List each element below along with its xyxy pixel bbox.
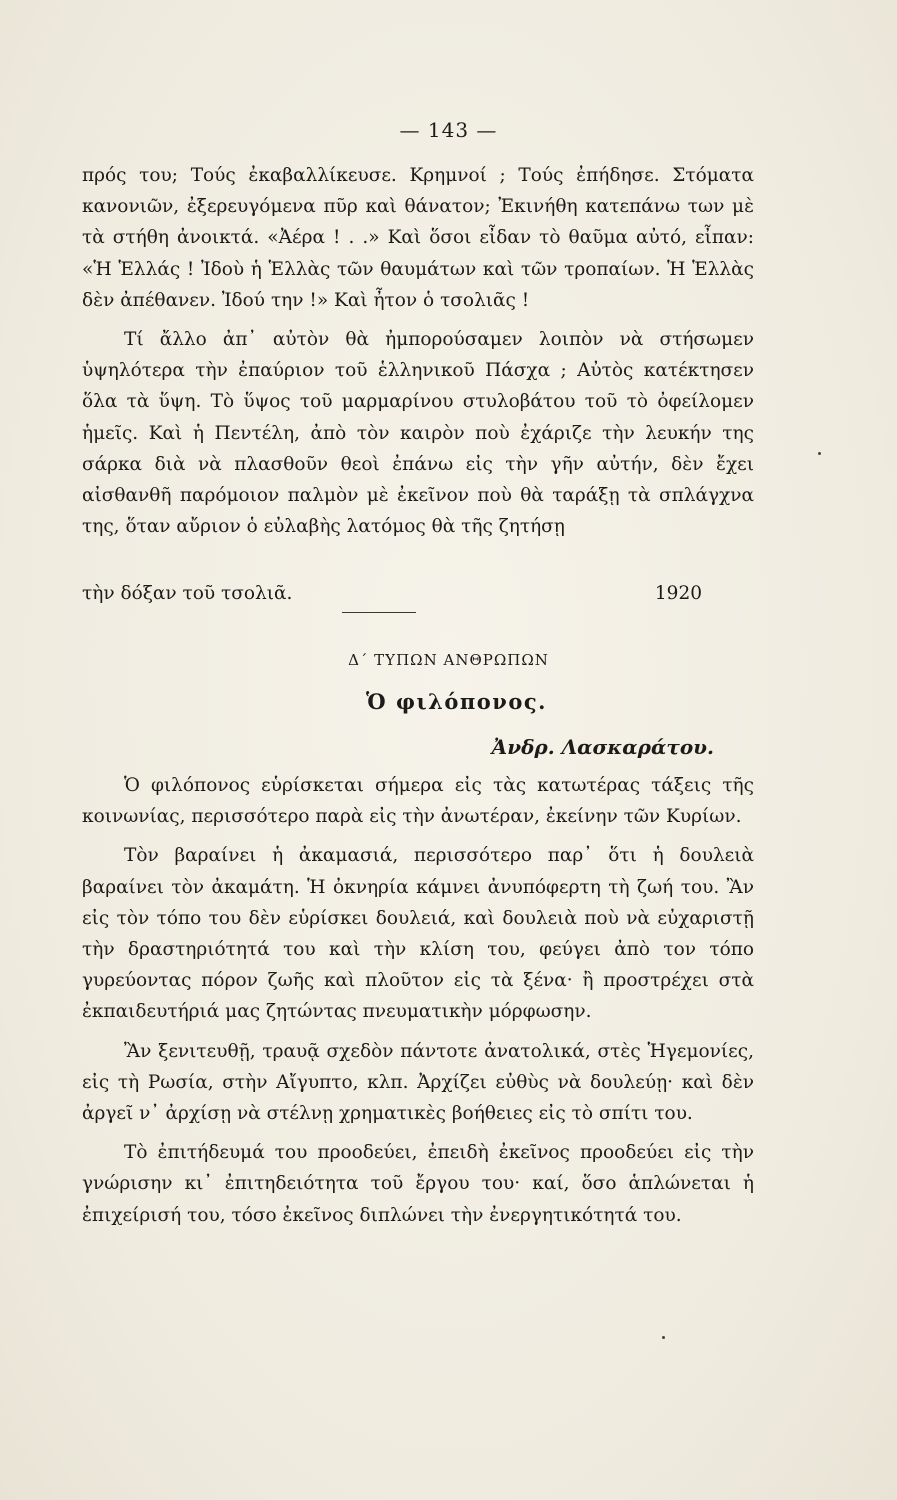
- section-1-text: [82, 160, 754, 542]
- closing-line-text: τὴν δόξαν τοῦ τσολιᾶ.: [82, 583, 293, 604]
- section-divider: [342, 612, 416, 613]
- page-number: — 143 —: [399, 118, 498, 142]
- essay-title: Ὁ φιλόπονος.: [366, 689, 547, 714]
- essay-paragraph-4: Τὸ ἐπιτήδευμά του προοδεύει, ἐπειδὴ ἐκεῖνος προοδεύει εἰς τὴν γνώρισην κι᾽ ἐπιτηδειότητα τοῦ ἔργου του· καί, ὅσο ἁπλώνεται ἡ ἐπιχείρισή του, τόσο ἐκεῖνος διπλώνει τὴν ἐνεργητικότητά του.: [82, 1142, 754, 1226]
- essay-author: Ἀνδρ. Λασκαράτου.: [491, 735, 714, 759]
- essay-body: [82, 770, 754, 1231]
- paper-speck: [818, 452, 821, 455]
- paragraph-2: Τί ἄλλο ἀπ᾽ αὐτὸν θὰ ἠμπορούσαμεν λοιπὸν νὰ στήσωμεν ὑψηλότερα τὴν ἐπαύριον τοῦ ἑλληνικοῦ Πάσχα ; Αὐτὸς κατέκτησεν ὅλα τὰ ὕψη. Τὸ ὕψος τοῦ μαρμαρίνου στυλοβάτου τοῦ τὸ ὀφείλομεν ἡμεῖς. Καὶ ἡ Πεντέλη, ἀπὸ τὸν καιρὸν ποὺ ἐχάριζε τὴν λευκήν της σάρκα διὰ νὰ πλασθοῦν θεοὶ ἐπάνω εἰς τὴν γῆν αὐτήν, δὲν ἔχει αἰσθανθῆ παρόμοιον παλμὸν μὲ ἐκεῖνον ποὺ θὰ ταράξῃ τὰ σπλάγχνα της, ὅταν αὔριον ὁ εὐλαβὴς λατόμος θὰ τῆς ζητήσῃ: [82, 329, 754, 538]
- essay-paragraph-3: Ἂν ξενιτευθῇ, τραυᾷ σχεδὸν πάντοτε ἀνατολικά, στὲς Ἡγεμονίες, εἰς τὴ Ρωσία, στὴν Αἴγυπτο, κλπ. Ἀρχίζει εὐθὺς νὰ δουλεύῃ· καὶ δὲν ἀργεῖ ν᾽ ἀρχίσῃ νὰ στέλνῃ χρηματικὲς βοήθειες εἰς τὸ σπίτι του.: [82, 1040, 754, 1125]
- section-heading: Δ΄ ΤΥΠΩΝ ΑΝΘΡΩΠΩΝ: [348, 651, 549, 669]
- closing-line: [82, 578, 754, 609]
- essay-paragraph-1: Ὁ φιλόπονος εὑρίσκεται σήμερα εἰς τὰς κατωτέρας τάξεις τῆς κοινωνίας, περισσότερο παρὰ εἰς τὴν ἀνωτέραν, ἐκείνην τῶν Κυρίων.: [82, 775, 754, 828]
- paper-speck: [662, 1336, 665, 1339]
- date-year: 1920: [654, 583, 702, 604]
- paragraph-1: πρός του; Τούς ἐκαβαλλίκευσε. Κρημνοί ; Τούς ἐπήδησε. Στόματα κανονιῶν, ἐξερευγόμενα πῦρ καὶ θάνατον; Ἐκινήθη κατεπάνω των μὲ τὰ στήθη ἀνοικτά. «Ἀέρα ! . .» Καὶ ὅσοι εἶδαν τὸ θαῦμα αὐτό, εἶπαν: «Ἡ Ἑλλάς ! Ἰδοὺ ἡ Ἑλλὰς τῶν θαυμάτων καὶ τῶν τροπαίων. Ἡ Ἑλλὰς δὲν ἀπέθανεν. Ἰδού την !» Καὶ ἦτον ὁ τσολιᾶς !: [82, 165, 754, 311]
- essay-paragraph-2: Τὸν βαραίνει ἡ ἀκαμασιά, περισσότερο παρ᾽ ὅτι ἡ δουλειὰ βαραίνει τὸν ἀκαμάτη. Ἡ ὀκνηρία κάμνει ἀνυπόφερτη τὴ ζωή του. Ἂν εἰς τὸν τόπο του δὲν εὑρίσκει δουλειά, καὶ δουλειὰ ποὺ νὰ εὐχαριστῇ τὴν δραστηριότητά του καὶ τὴν κλίση του, φεύγει ἀπὸ τον τόπο γυρεύοντας πόρον ζωῆς καὶ πλοῦτον εἰς τὰ ξένα· ἢ προστρέχει στὰ ἐκπαιδευτήριά μας ζητώντας πνευματικὴν μόρφωσην.: [82, 845, 754, 1023]
